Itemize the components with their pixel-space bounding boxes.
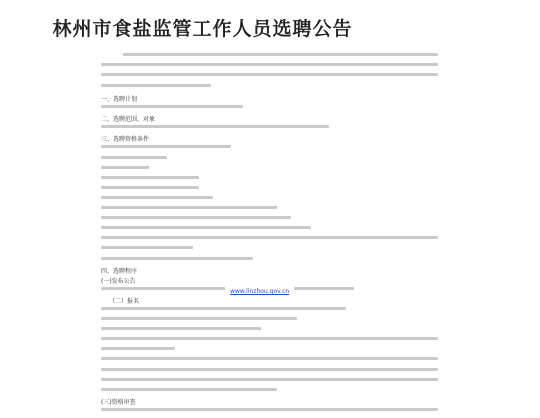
body-line bbox=[101, 359, 438, 369]
body-line bbox=[101, 136, 438, 146]
section-heading: 一、选聘计划 bbox=[101, 96, 138, 103]
body-line bbox=[101, 399, 438, 409]
body-line bbox=[101, 207, 438, 217]
section-heading: (三)资格审查 bbox=[101, 398, 136, 406]
body-line bbox=[101, 116, 438, 126]
body-line bbox=[101, 248, 438, 258]
body-line bbox=[101, 167, 438, 177]
body-line bbox=[101, 369, 438, 379]
intro-line bbox=[101, 64, 438, 74]
intro-line bbox=[101, 75, 438, 85]
page-title: 林州市食盐监管工作人员选聘公告 bbox=[52, 18, 353, 40]
body-line bbox=[101, 328, 438, 338]
section-heading: 三、选聘资格条件 bbox=[101, 136, 150, 144]
section-heading: 四、选聘程序 bbox=[101, 267, 138, 275]
body-line bbox=[101, 348, 438, 358]
section-heading: (一)发布公告 bbox=[101, 277, 136, 285]
body-line bbox=[101, 197, 438, 207]
government-website-link[interactable]: www.linzhou.gov.cn bbox=[230, 287, 290, 295]
section-heading: （二）报名 bbox=[109, 297, 140, 305]
body-line bbox=[101, 187, 438, 197]
intro-paragraph bbox=[101, 44, 438, 85]
body-line bbox=[101, 177, 438, 187]
body-line bbox=[101, 217, 438, 227]
announcement-body bbox=[101, 86, 438, 409]
intro-line bbox=[123, 44, 438, 54]
body-line bbox=[101, 227, 438, 237]
intro-line bbox=[101, 54, 438, 64]
body-line bbox=[101, 96, 438, 106]
body-line bbox=[101, 147, 438, 157]
body-line bbox=[101, 278, 438, 295]
body-line bbox=[101, 308, 438, 318]
section-heading: 二、选聘范围、对象 bbox=[101, 116, 156, 124]
body-line bbox=[101, 298, 438, 308]
